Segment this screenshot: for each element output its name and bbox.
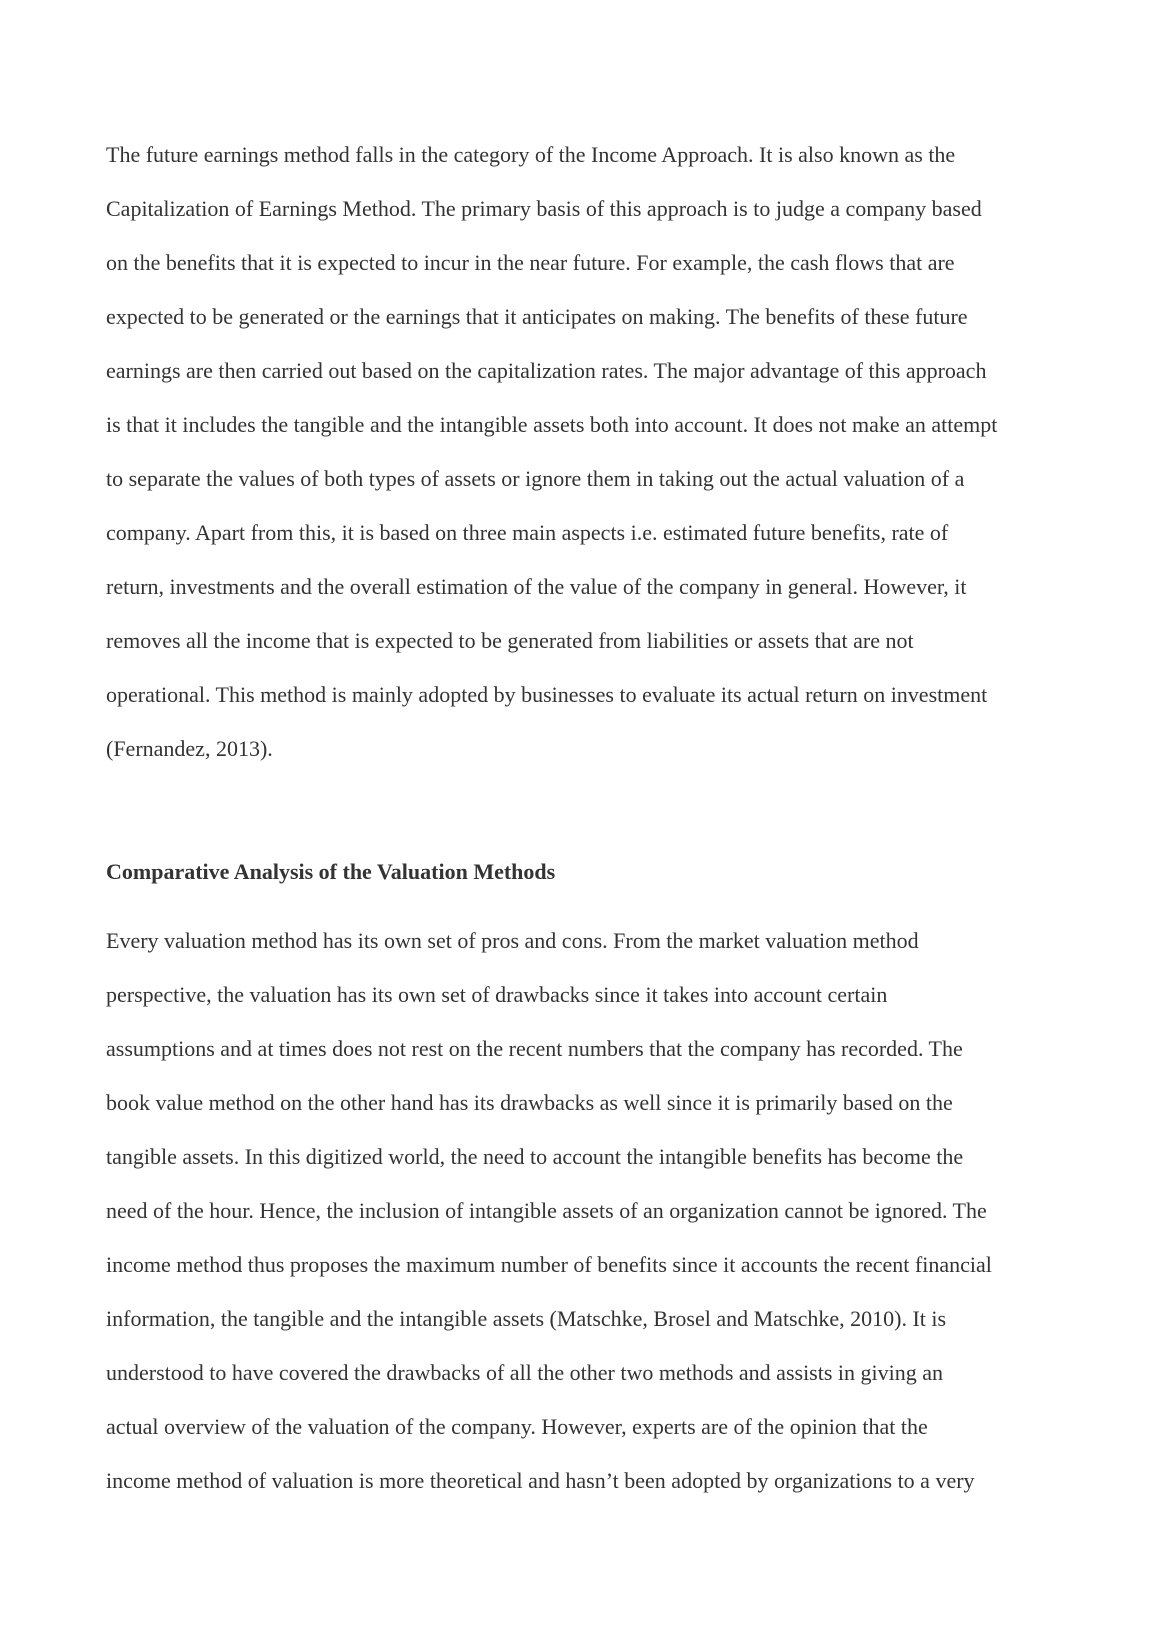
text-line: income method of valuation is more theoretical and hasn’t been adopted by organizations to a very xyxy=(106,1468,975,1493)
text-line: The future earnings method falls in the category of the Income Approach. It is also known as the xyxy=(106,142,956,167)
text-line: expected to be generated or the earnings that it anticipates on making. The benefits of these future xyxy=(106,304,968,329)
text-line: operational. This method is mainly adopted by businesses to evaluate its actual return on investment xyxy=(106,682,988,707)
text-line: is that it includes the tangible and the intangible assets both into account. It does not make an attempt xyxy=(106,412,998,437)
text-line: book value method on the other hand has its drawbacks as well since it is primarily based on the xyxy=(106,1090,953,1115)
text-line: income method thus proposes the maximum number of benefits since it accounts the recent financial xyxy=(106,1252,992,1277)
text-line: (Fernandez, 2013). xyxy=(106,736,273,761)
text-line: need of the hour. Hence, the inclusion of intangible assets of an organization cannot be ignored. The xyxy=(106,1198,987,1223)
text-line: earnings are then carried out based on the capitalization rates. The major advantage of this approach xyxy=(106,358,987,383)
text-line: tangible assets. In this digitized world, the need to account the intangible benefits has become the xyxy=(106,1144,964,1169)
text-line: on the benefits that it is expected to incur in the near future. For example, the cash flows that are xyxy=(106,250,955,275)
text-line: understood to have covered the drawbacks of all the other two methods and assists in giving an xyxy=(106,1360,944,1385)
text-line: actual overview of the valuation of the company. However, experts are of the opinion that the xyxy=(106,1414,928,1439)
text-line: information, the tangible and the intangible assets (Matschke, Brosel and Matschke, 2010). It is xyxy=(106,1306,947,1331)
text-line: Capitalization of Earnings Method. The primary basis of this approach is to judge a company based xyxy=(106,196,982,221)
section-heading: Comparative Analysis of the Valuation Methods xyxy=(106,859,556,884)
text-line: removes all the income that is expected to be generated from liabilities or assets that are not xyxy=(106,628,914,653)
text-line: company. Apart from this, it is based on three main aspects i.e. estimated future benefits, rate of xyxy=(106,520,949,545)
text-line: to separate the values of both types of assets or ignore them in taking out the actual valuation of a xyxy=(106,466,965,491)
text-line: assumptions and at times does not rest on the recent numbers that the company has recorded. The xyxy=(106,1036,963,1061)
text-line: Every valuation method has its own set of pros and cons. From the market valuation method xyxy=(106,928,919,953)
text-line: perspective, the valuation has its own set of drawbacks since it takes into account certain xyxy=(106,982,888,1007)
text-line: return, investments and the overall estimation of the value of the company in general. However, it xyxy=(106,574,967,599)
